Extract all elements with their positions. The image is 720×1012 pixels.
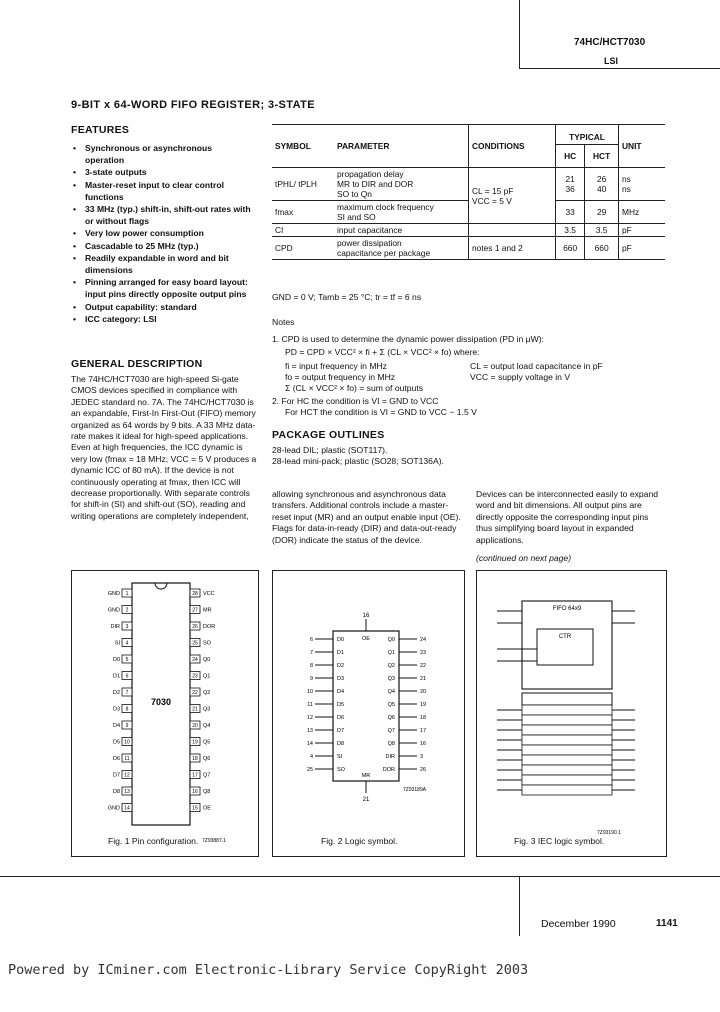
input-pin-num: 10 — [306, 689, 313, 695]
top-pin-label: OE — [362, 636, 370, 642]
output-pin-label: DOR — [382, 767, 395, 773]
pin-number-left: 2 — [125, 607, 129, 614]
output-pin-label: DIR — [385, 754, 395, 760]
pin-number-right: 28 — [192, 591, 198, 598]
fifo-block-label: FIFO 64x9 — [552, 606, 582, 612]
pin-number-left: 11 — [124, 756, 130, 763]
header-hct: HCT — [585, 145, 619, 168]
top-rule-horizontal — [519, 68, 720, 69]
row-hct: 26 40 — [585, 168, 619, 201]
note-def-right: VCC = supply voltage in V — [470, 372, 571, 382]
column-2-text: allowing synchronous and asynchronous data transfers. Additional controls include a master-reset input (MR) and an output enable input (OE). Flags for data-in-ready (DIR) and data-out-ready (DOR) indicate the status of the device. — [272, 489, 461, 545]
pin-label-right: SO — [203, 640, 211, 647]
data-row-cell — [522, 705, 612, 715]
pin-label-left: D5 — [112, 739, 120, 746]
pin-label-left: GND — [107, 591, 120, 598]
input-pin-num: 7 — [309, 650, 313, 656]
pin-number-left: 9 — [125, 723, 129, 730]
feature-item: • Readily expandable in word and bit dimensions — [71, 252, 251, 276]
data-row-cell — [522, 785, 612, 795]
output-pin-num: 20 — [420, 689, 427, 695]
row-hct: 660 — [585, 237, 619, 260]
pin-number-right: 23 — [192, 673, 198, 680]
row-unit: ns ns — [619, 168, 666, 201]
row-parameter: propagation delay MR to DIR and DOR SO to Qn — [337, 169, 414, 199]
part-number-header: 74HC/HCT7030 — [574, 37, 646, 48]
footer-page-number: 1141 — [656, 918, 678, 929]
pin-number-right: 24 — [192, 657, 198, 664]
feature-item: • Master-reset input to clear control functions — [71, 179, 251, 203]
row-hc: 21 36 — [556, 168, 585, 201]
header-typical: TYPICAL — [556, 125, 619, 145]
bottom-pin-label: MR — [361, 773, 371, 779]
row-hct: 3.5 — [585, 224, 619, 237]
header-unit: UNIT — [619, 125, 666, 168]
data-row-cell — [522, 735, 612, 745]
pin-label-right: Q5 — [203, 739, 211, 746]
pin-number-left: 12 — [124, 772, 130, 779]
output-pin-num: 19 — [420, 702, 427, 708]
pin-label-right: Q1 — [203, 673, 211, 680]
row-parameter: input capacitance — [337, 225, 403, 235]
input-pin-label: SI — [337, 754, 343, 760]
row-hc: 660 — [556, 237, 585, 260]
header-hc: HC — [556, 145, 585, 168]
pin-label-right: Q7 — [203, 772, 211, 779]
watermark-text: Powered by ICminer.com Electronic-Library Service CopyRight 2003 — [8, 962, 529, 978]
pin-number-left: 8 — [125, 706, 129, 713]
note-2b: For HCT the condition is VI = GND to VCC − 1.5 V — [285, 407, 477, 417]
input-pin-num: 12 — [306, 715, 313, 721]
fig1-caption: Fig. 1 Pin configuration. — [108, 836, 199, 846]
input-pin-num: 4 — [309, 754, 313, 760]
pin-number-right: 18 — [192, 756, 198, 763]
pin-label-left: D8 — [112, 789, 120, 796]
output-pin-num: 3 — [420, 754, 424, 760]
input-pin-label: D5 — [337, 702, 345, 708]
output-pin-label: Q6 — [387, 715, 395, 721]
header-symbol: SYMBOL — [275, 141, 311, 151]
note-1: 1. CPD is used to determine the dynamic power dissipation (PD in μW): — [272, 334, 544, 344]
top-pin-num: 16 — [362, 613, 370, 619]
output-pin-num: 22 — [420, 663, 427, 669]
chip-label: 7030 — [150, 697, 172, 707]
row-parameter: maximum clock frequency SI and SO — [337, 202, 434, 222]
pin-number-left: 3 — [125, 624, 129, 631]
input-pin-label: D1 — [337, 650, 345, 656]
feature-item: • Synchronous or asynchronous operation — [71, 142, 251, 166]
pin-label-right: Q0 — [203, 657, 211, 664]
pin-number-left: 5 — [125, 657, 129, 664]
fig3-code: 7Z93190.1 — [597, 830, 621, 836]
pin-number-right: 15 — [192, 805, 198, 812]
input-pin-num: 14 — [306, 741, 313, 747]
continued-note: (continued on next page) — [476, 553, 572, 563]
pin-label-left: D4 — [112, 723, 120, 730]
notes-heading: Notes — [272, 317, 295, 327]
fig1-code: 7Z93887.1 — [202, 838, 226, 844]
feature-item: • 3-state outputs — [71, 166, 251, 178]
pin-number-right: 25 — [192, 640, 198, 647]
input-pin-label: SO — [337, 767, 345, 773]
bottom-rule — [0, 876, 720, 877]
output-pin-num: 21 — [420, 676, 427, 682]
row-symbol: CPD — [275, 243, 293, 253]
pin-number-right: 26 — [192, 624, 198, 631]
pin-number-right: 17 — [192, 772, 198, 779]
pin-label-right: Q3 — [203, 706, 211, 713]
pin-number-right: 19 — [192, 739, 198, 746]
feature-item: • Pinning arranged for easy board layout: input pins directly opposite output pins — [71, 276, 251, 300]
input-pin-num: 25 — [306, 767, 313, 773]
pin-label-left: D7 — [112, 772, 120, 779]
package-outlines-heading: PACKAGE OUTLINES — [272, 429, 385, 441]
pin-number-left: 13 — [124, 789, 130, 796]
pin-label-right: Q4 — [203, 723, 211, 730]
output-pin-num: 18 — [420, 715, 427, 721]
row-unit: MHz — [619, 201, 666, 224]
row-hc: 33 — [556, 201, 585, 224]
data-row-cell — [522, 745, 612, 755]
input-pin-label: D4 — [337, 689, 345, 695]
row-symbol: fmax — [275, 207, 294, 217]
fig3-iec-symbol — [477, 571, 665, 854]
pin-label-left: D3 — [112, 706, 120, 713]
output-pin-num: 16 — [420, 741, 427, 747]
pin-number-left: 6 — [125, 673, 129, 680]
output-pin-num: 23 — [420, 650, 427, 656]
output-pin-label: Q0 — [387, 637, 395, 643]
footer-date: December 1990 — [541, 918, 616, 930]
pin-label-left: D2 — [112, 690, 120, 697]
pin-label-left: D1 — [112, 673, 120, 680]
output-pin-label: Q3 — [387, 676, 395, 682]
row-unit: pF — [619, 224, 666, 237]
pin-number-left: 10 — [124, 739, 130, 746]
family-header: LSI — [604, 56, 619, 66]
pin-label-left: GND — [107, 607, 120, 614]
input-pin-num: 6 — [309, 637, 313, 643]
output-pin-label: Q1 — [387, 650, 395, 656]
pin-number-right: 16 — [192, 789, 198, 796]
pin-label-left: D6 — [112, 756, 120, 763]
header-parameter: PARAMETER — [337, 141, 390, 151]
row-conditions: CL = 15 pF VCC = 5 V — [469, 168, 556, 224]
column-3-text: Devices can be interconnected easily to expand word and bit dimensions. All output pins are directly opposite the corresponding input pins thus simplifying board layout in expanded applications. — [476, 489, 659, 545]
note-def-right: CL = output load capacitance in pF — [470, 361, 603, 371]
general-description-text: The 74HC/HCT7030 are high-speed Si-gate CMOS devices specified in compliance with JEDEC standard no. 7A. The 74HC/HCT7030 is an expandable, First-In First-Out (FIFO) memory organized as 64 words by 9 bits. A 33 MHz data-rate makes it ideal for high-speed applications. Even at high frequencies, the ICC dynamic is very low (fmax = 18 MHz; VCC = 5 V produces a dynamic ICC of 80 mA). If the device is not continuously operating at fmax, then ICC will decrease proportionally. With separate controls for shift-in (SI) and shift-out (SO), reading and writing operations are completely independent, — [71, 374, 257, 521]
pin-label-right: Q6 — [203, 756, 211, 763]
output-pin-label: Q4 — [387, 689, 395, 695]
pin-label-right: Q8 — [203, 789, 211, 796]
general-description-heading: GENERAL DESCRIPTION — [71, 358, 203, 370]
row-unit: pF — [619, 237, 666, 260]
row-conditions — [469, 224, 556, 237]
pin-number-right: 27 — [192, 607, 198, 614]
pin-label-right: OE — [203, 805, 211, 812]
data-row-cell — [522, 715, 612, 725]
spec-table — [272, 124, 665, 260]
data-row-cell — [522, 725, 612, 735]
bottom-pin-num: 21 — [362, 797, 370, 803]
row-symbol: CI — [275, 225, 284, 235]
fig2-caption: Fig. 2 Logic symbol. — [321, 836, 398, 846]
pin-number-left: 1 — [125, 591, 129, 598]
pin-label-left: D0 — [112, 657, 120, 664]
input-pin-label: D0 — [337, 637, 345, 643]
data-block-head — [522, 693, 612, 705]
data-row-cell — [522, 775, 612, 785]
pin-label-right: VCC — [203, 591, 215, 598]
data-row-cell — [522, 755, 612, 765]
package-line-2: 28-lead mini-pack; plastic (SO28; SOT136A). — [272, 456, 444, 466]
counter-label: CTR — [558, 634, 572, 640]
pin-number-left: 4 — [125, 640, 129, 647]
data-row-cell — [522, 765, 612, 775]
feature-item: • Cascadable to 25 MHz (typ.) — [71, 240, 251, 252]
input-pin-label: D8 — [337, 741, 345, 747]
pin-label-left: DIR — [110, 624, 120, 631]
input-pin-num: 13 — [306, 728, 313, 734]
features-heading: FEATURES — [71, 124, 130, 136]
output-pin-num: 24 — [420, 637, 427, 643]
input-pin-label: D6 — [337, 715, 345, 721]
spec-table-wrap — [272, 124, 665, 260]
row-symbol: tPHL/ tPLH — [275, 179, 317, 189]
output-pin-label: Q8 — [387, 741, 395, 747]
bottom-rule-vertical — [519, 876, 520, 936]
note-2a: 2. For HC the condition is VI = GND to VCC — [272, 396, 439, 406]
output-pin-num: 26 — [420, 767, 427, 773]
package-line-1: 28-lead DIL; plastic (SOT117). — [272, 445, 388, 455]
header-conditions: CONDITIONS — [469, 125, 556, 168]
row-hct: 29 — [585, 201, 619, 224]
page-title: 9-BIT x 64-WORD FIFO REGISTER; 3-STATE — [71, 99, 315, 111]
note-formula: PD = CPD × VCC² × fi + Σ (CL × VCC² × fo) where: — [285, 347, 480, 357]
feature-item: • Output capability: standard — [71, 301, 251, 313]
top-rule-vertical — [519, 0, 520, 68]
input-pin-label: D2 — [337, 663, 345, 669]
pin-label-left: GND — [107, 805, 120, 812]
pin-number-right: 22 — [192, 690, 198, 697]
note-def-left: Σ (CL × VCC² × fo) = sum of outputs — [285, 383, 424, 393]
pin-label-left: SI — [114, 640, 120, 647]
output-pin-num: 17 — [420, 728, 427, 734]
input-pin-label: D3 — [337, 676, 345, 682]
pin-number-left: 7 — [125, 690, 129, 697]
note-def-left: fo = output frequency in MHz — [285, 372, 396, 382]
input-pin-label: D7 — [337, 728, 345, 734]
pin-number-right: 21 — [192, 706, 198, 713]
pin-label-right: Q2 — [203, 690, 211, 697]
output-pin-label: Q5 — [387, 702, 395, 708]
input-pin-num: 9 — [309, 676, 313, 682]
input-pin-num: 11 — [307, 702, 313, 708]
output-pin-label: Q2 — [387, 663, 395, 669]
row-hc: 3.5 — [556, 224, 585, 237]
fig1-pin-diagram — [72, 571, 257, 854]
output-pin-label: Q7 — [387, 728, 395, 734]
note-def-left: fi = input frequency in MHz — [285, 361, 387, 371]
pin-label-right: DOR — [203, 624, 216, 631]
feature-item: • Very low power consumption — [71, 227, 251, 239]
pin-label-right: MR — [203, 607, 212, 614]
fig2-code: 7Z93189A — [403, 787, 427, 793]
features-list — [71, 142, 251, 325]
feature-item: • 33 MHz (typ.) shift-in, shift-out rates with or without flags — [71, 203, 251, 227]
fig3-caption: Fig. 3 IEC logic symbol. — [514, 836, 605, 846]
feature-item: • ICC category: LSI — [71, 313, 251, 325]
input-pin-num: 8 — [309, 663, 313, 669]
row-parameter: power dissipation capacitance per package — [337, 238, 431, 258]
pin-number-right: 20 — [192, 723, 198, 730]
pin-number-left: 14 — [124, 805, 130, 812]
table-footnote: GND = 0 V; Tamb = 25 °C; tr = tf = 6 ns — [272, 292, 422, 302]
row-conditions: notes 1 and 2 — [469, 237, 556, 260]
fig2-logic-symbol — [273, 571, 463, 854]
